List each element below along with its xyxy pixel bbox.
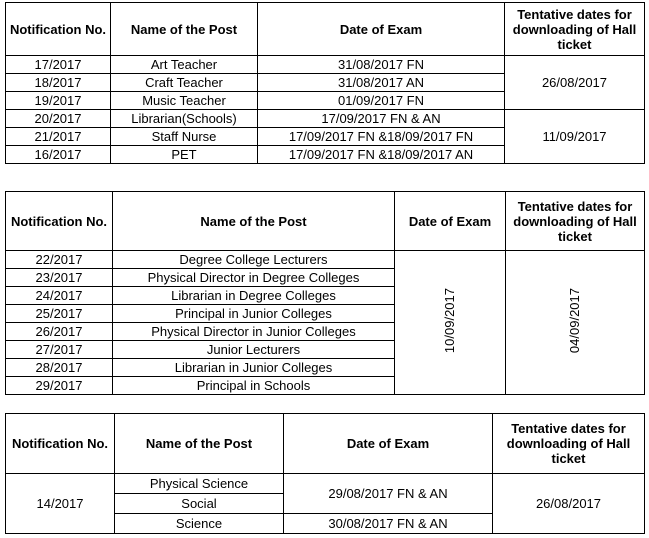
cell-hall-ticket-date: 26/08/2017 xyxy=(493,474,645,534)
exam-schedule-table-1 xyxy=(5,2,645,164)
table-header-row xyxy=(6,192,645,251)
cell-post-name: Physical Science xyxy=(115,474,284,494)
exam-schedule-table-3 xyxy=(5,413,645,534)
header-hall-ticket-dates: Tentative dates for downloading of Hall ticket xyxy=(493,414,645,474)
vertical-date-text: 10/09/2017 xyxy=(442,287,457,354)
cell-notification-no: 24/2017 xyxy=(6,287,113,305)
cell-notification-no: 17/2017 xyxy=(6,56,111,74)
cell-notification-no: 27/2017 xyxy=(6,341,113,359)
cell-post-name: Physical Director in Degree Colleges xyxy=(113,269,395,287)
cell-post-name: PET xyxy=(111,146,258,164)
cell-notification-no: 23/2017 xyxy=(6,269,113,287)
cell-post-name: Librarian in Junior Colleges xyxy=(113,359,395,377)
cell-date-of-exam: 01/09/2017 FN xyxy=(258,92,505,110)
cell-post-name: Degree College Lecturers xyxy=(113,251,395,269)
table-row xyxy=(6,110,645,128)
cell-notification-no: 18/2017 xyxy=(6,74,111,92)
cell-post-name: Science xyxy=(115,514,284,534)
cell-post-name: Librarian in Degree Colleges xyxy=(113,287,395,305)
header-date-of-exam: Date of Exam xyxy=(284,414,493,474)
table-row xyxy=(6,251,645,269)
vertical-hall-ticket-text: 04/09/2017 xyxy=(567,287,582,354)
cell-date-of-exam: 17/09/2017 FN &18/09/2017 FN xyxy=(258,128,505,146)
cell-hall-ticket-date: 26/08/2017 xyxy=(505,56,645,110)
header-hall-ticket-dates: Tentative dates for downloading of Hall ticket xyxy=(505,3,645,56)
cell-notification-no: 19/2017 xyxy=(6,92,111,110)
cell-date-of-exam: 30/08/2017 FN & AN xyxy=(284,514,493,534)
cell-date-of-exam: 17/09/2017 FN &18/09/2017 AN xyxy=(258,146,505,164)
header-date-of-exam: Date of Exam xyxy=(258,3,505,56)
cell-notification-no: 25/2017 xyxy=(6,305,113,323)
table-row xyxy=(6,56,645,74)
cell-post-name: Physical Director in Junior Colleges xyxy=(113,323,395,341)
cell-notification-no: 20/2017 xyxy=(6,110,111,128)
cell-date-of-exam: 17/09/2017 FN & AN xyxy=(258,110,505,128)
cell-post-name: Craft Teacher xyxy=(111,74,258,92)
cell-hall-ticket-date-merged xyxy=(506,251,645,395)
cell-date-of-exam: 31/08/2017 AN xyxy=(258,74,505,92)
header-notification-no: Notification No. xyxy=(6,414,115,474)
header-notification-no: Notification No. xyxy=(6,192,113,251)
table-header-row xyxy=(6,3,645,56)
header-hall-ticket-dates: Tentative dates for downloading of Hall ticket xyxy=(506,192,645,251)
exam-schedule-table-2 xyxy=(5,191,645,395)
cell-notification-no: 21/2017 xyxy=(6,128,111,146)
cell-post-name: Music Teacher xyxy=(111,92,258,110)
header-post-name: Name of the Post xyxy=(115,414,284,474)
cell-notification-no: 14/2017 xyxy=(6,474,115,534)
header-post-name: Name of the Post xyxy=(113,192,395,251)
cell-hall-ticket-date: 11/09/2017 xyxy=(505,110,645,164)
cell-notification-no: 28/2017 xyxy=(6,359,113,377)
cell-date-of-exam: 31/08/2017 FN xyxy=(258,56,505,74)
header-notification-no: Notification No. xyxy=(6,3,111,56)
cell-post-name: Staff Nurse xyxy=(111,128,258,146)
cell-post-name: Librarian(Schools) xyxy=(111,110,258,128)
cell-notification-no: 26/2017 xyxy=(6,323,113,341)
header-post-name: Name of the Post xyxy=(111,3,258,56)
cell-date-of-exam-merged xyxy=(395,251,506,395)
cell-date-of-exam: 29/08/2017 FN & AN xyxy=(284,474,493,514)
cell-post-name: Art Teacher xyxy=(111,56,258,74)
table-header-row xyxy=(6,414,645,474)
cell-post-name: Principal in Junior Colleges xyxy=(113,305,395,323)
cell-notification-no: 22/2017 xyxy=(6,251,113,269)
cell-post-name: Principal in Schools xyxy=(113,377,395,395)
cell-post-name: Social xyxy=(115,494,284,514)
header-date-of-exam: Date of Exam xyxy=(395,192,506,251)
table-row xyxy=(6,474,645,494)
cell-notification-no: 29/2017 xyxy=(6,377,113,395)
cell-notification-no: 16/2017 xyxy=(6,146,111,164)
cell-post-name: Junior Lecturers xyxy=(113,341,395,359)
